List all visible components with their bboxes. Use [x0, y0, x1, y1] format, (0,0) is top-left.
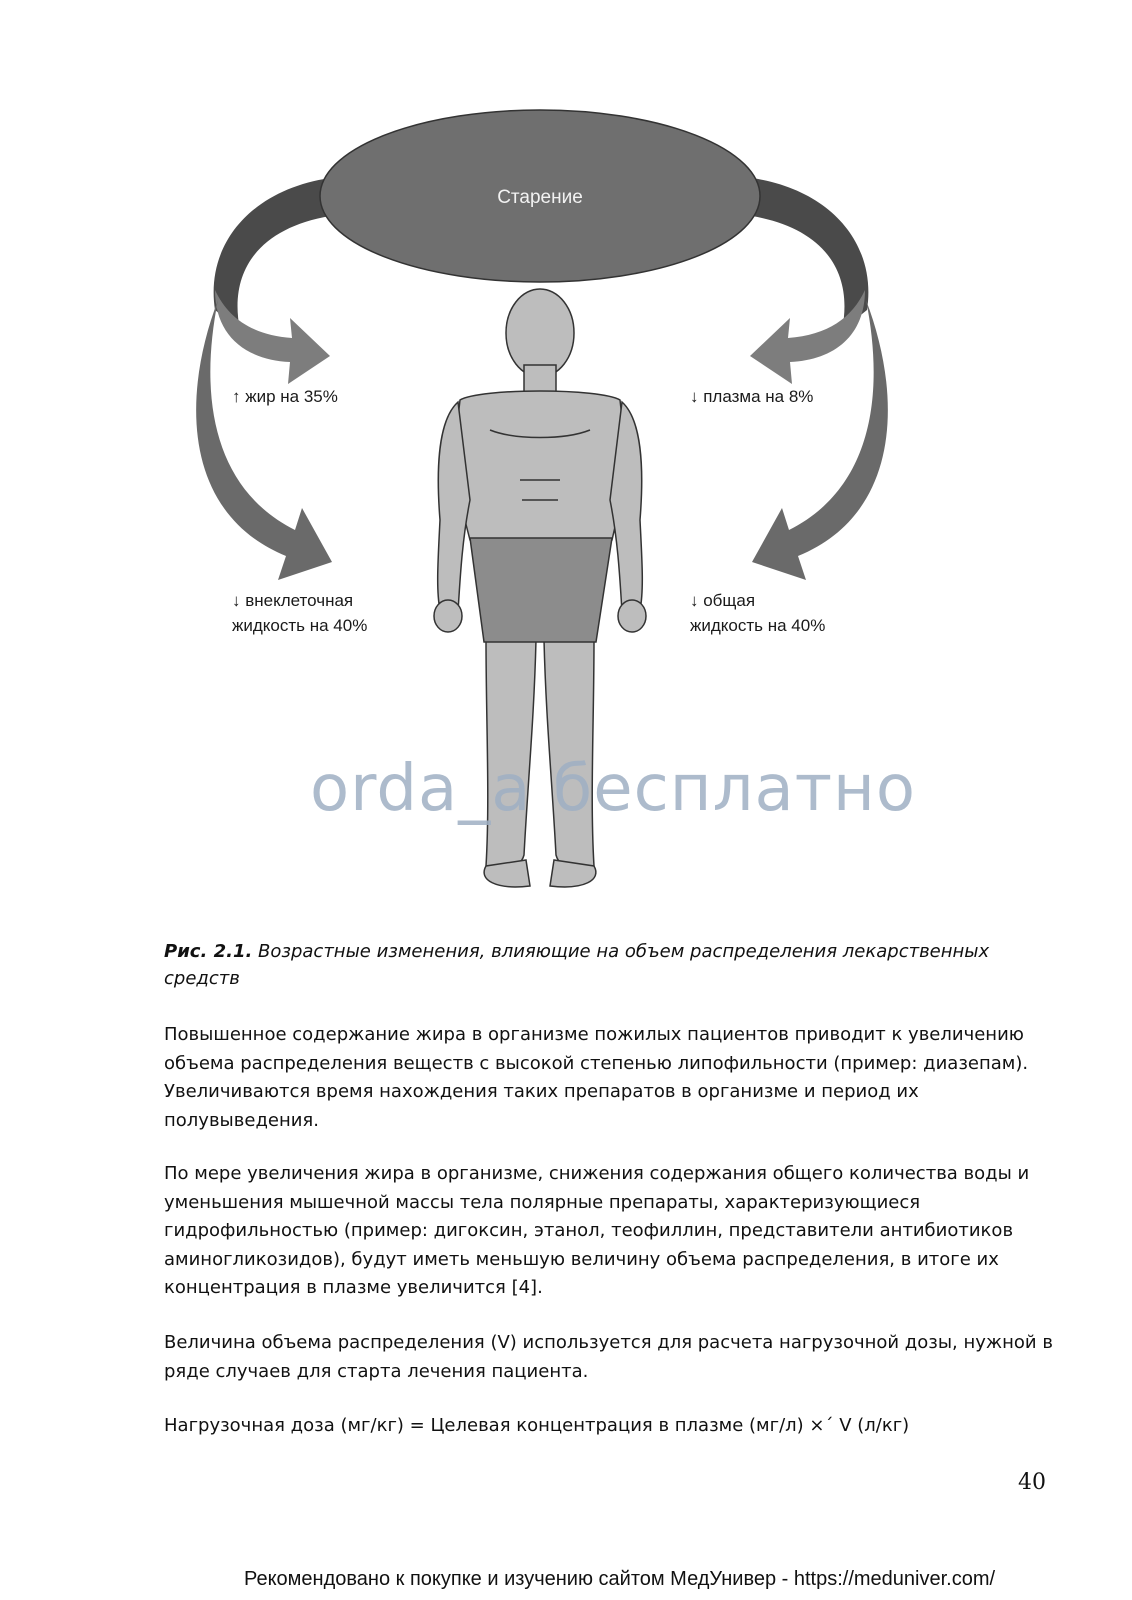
label-ecf-line1: ↓ внеклеточная	[232, 591, 354, 610]
label-tbw-line2: жидкость на 40%	[690, 616, 826, 635]
left-outer-arc	[214, 178, 330, 330]
paragraph-1: Повышенное содержание жира в организме пожилых пациентов приводит к увеличению объема распределения веществ с высокой степенью липофильности (пример: диазепам). Увеличиваются время нахождения таких препаратов в организме и период их полувыведения.	[164, 1024, 1029, 1131]
paragraph-2: По мере увеличения жира в организме, снижения содержания общего количества воды и уменьшения мышечной массы тела полярные препараты, характеризующиеся гидрофильностью (пример: дигоксин, этанол, теофиллин, представители антибиотиков аминогликозидов), будут иметь меньшую величину объема распределения, в итоге их концентрация в плазме увеличится [4].	[164, 1163, 1030, 1298]
right-outer-arc	[752, 178, 868, 330]
caption-number: Рис. 2.1.	[164, 941, 253, 962]
label-ecf-line2: жидкость на 40%	[232, 616, 368, 635]
caption-text: Возрастные изменения, влияющие на объем распределения лекарственных средств	[164, 941, 990, 989]
figure-caption	[164, 938, 1044, 992]
label-fat: ↑ жир на 35%	[232, 387, 338, 406]
page-number: 40	[1018, 1470, 1046, 1495]
watermark: orda_a бесплатно	[310, 752, 917, 826]
paragraph-3: Величина объема распределения (V) используется для расчета нагрузочной дозы, нужной в ряде случаев для старта лечения пациента.	[164, 1332, 1053, 1382]
label-plasma: ↓ плазма на 8%	[690, 387, 814, 406]
label-total-water	[690, 588, 825, 638]
label-extracellular-fluid	[232, 588, 367, 638]
aging-label: Старение	[497, 187, 583, 208]
footer-link-text[interactable]: Рекомендовано к покупке и изучению сайтом МедУнивер - https://meduniver.com/	[244, 1568, 996, 1590]
label-tbw-line1: ↓ общая	[690, 591, 756, 610]
paragraph-4-formula: Нагрузочная доза (мг/кг) = Целевая концентрация в плазме (мг/л) ×´ V (л/кг)	[164, 1415, 910, 1436]
